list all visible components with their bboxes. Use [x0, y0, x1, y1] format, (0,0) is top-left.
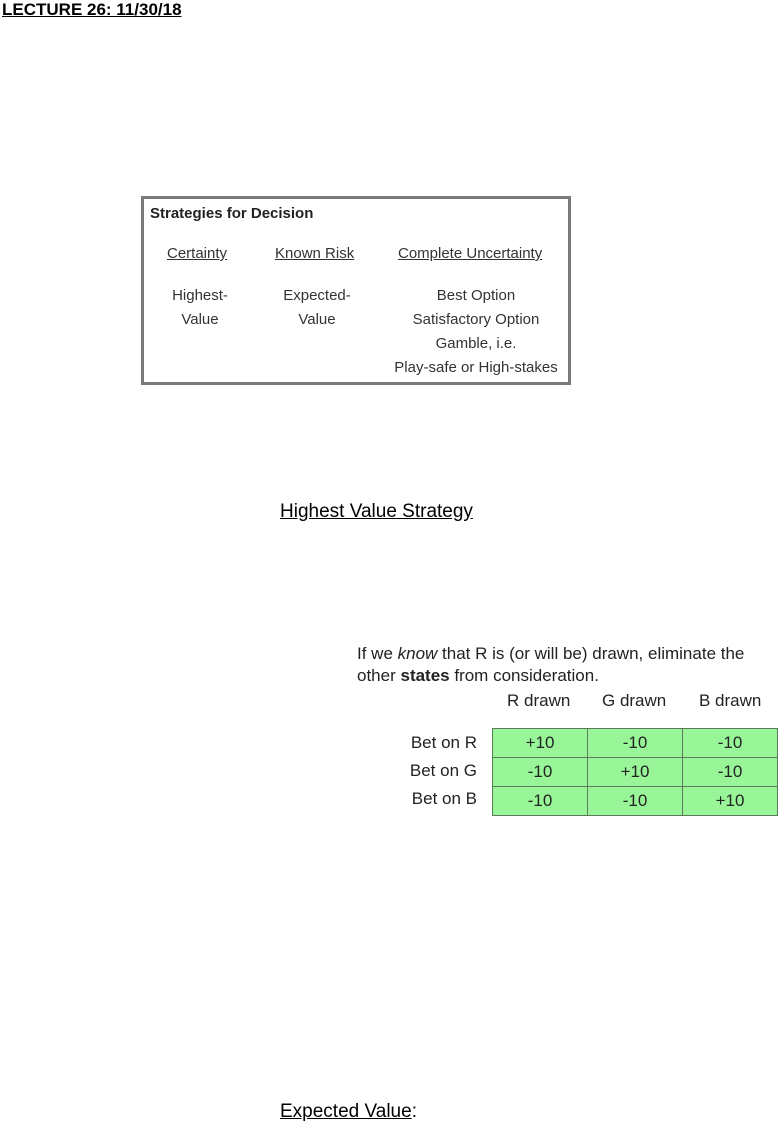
intro-text: that R is (or will be) drawn, eliminate the	[437, 644, 745, 663]
table-cell: +10	[683, 787, 778, 816]
expected-value-colon: :	[411, 1101, 417, 1122]
uncertainty-item: Gamble, i.e.	[435, 335, 517, 352]
state-header-b: B drawn	[699, 691, 762, 710]
lecture-heading: LECTURE 26: 11/30/18	[2, 0, 182, 19]
payoff-intro-text	[357, 643, 744, 687]
column-header-known-risk: Known Risk	[275, 245, 355, 262]
section-title-expected-value	[280, 1101, 417, 1123]
expected-value-title: Expected Value	[280, 1101, 412, 1122]
certainty-item: Highest-	[172, 287, 228, 304]
uncertainty-item: Satisfactory Option	[412, 311, 540, 328]
section-title-highest-value: Highest Value Strategy	[280, 501, 473, 522]
certainty-item: Value	[181, 311, 219, 328]
intro-text: other	[357, 666, 401, 685]
intro-strong: states	[400, 666, 450, 685]
table-row	[493, 787, 778, 816]
uncertainty-item: Play-safe or High-stakes	[394, 359, 558, 376]
table-cell: -10	[493, 787, 588, 816]
table-cell: +10	[588, 758, 683, 787]
table-row	[493, 729, 778, 758]
state-header-g: G drawn	[602, 691, 667, 710]
table-cell: -10	[493, 758, 588, 787]
table-cell: +10	[493, 729, 588, 758]
table-cell: -10	[588, 729, 683, 758]
known-risk-item: Expected-	[283, 287, 351, 304]
column-header-certainty: Certainty	[167, 245, 228, 262]
intro-emphasis: know	[397, 644, 438, 663]
table-row	[493, 758, 778, 787]
strategies-figure	[141, 196, 571, 385]
row-label-bet-b: Bet on B	[411, 789, 477, 808]
intro-text: If we	[357, 644, 398, 663]
known-risk-item: Value	[298, 311, 336, 328]
payoff-table	[492, 728, 778, 816]
table-cell: -10	[683, 729, 778, 758]
state-header-r: R drawn	[507, 691, 571, 710]
table-cell: -10	[588, 787, 683, 816]
table-cell: -10	[683, 758, 778, 787]
uncertainty-item: Best Option	[436, 287, 516, 304]
row-label-bet-r: Bet on R	[410, 733, 477, 752]
intro-text: from consideration.	[449, 666, 599, 685]
column-header-complete-uncertainty: Complete Uncertainty	[398, 245, 543, 262]
row-label-bet-g: Bet on G	[409, 761, 477, 780]
strategies-title: Strategies for Decision	[150, 205, 314, 222]
